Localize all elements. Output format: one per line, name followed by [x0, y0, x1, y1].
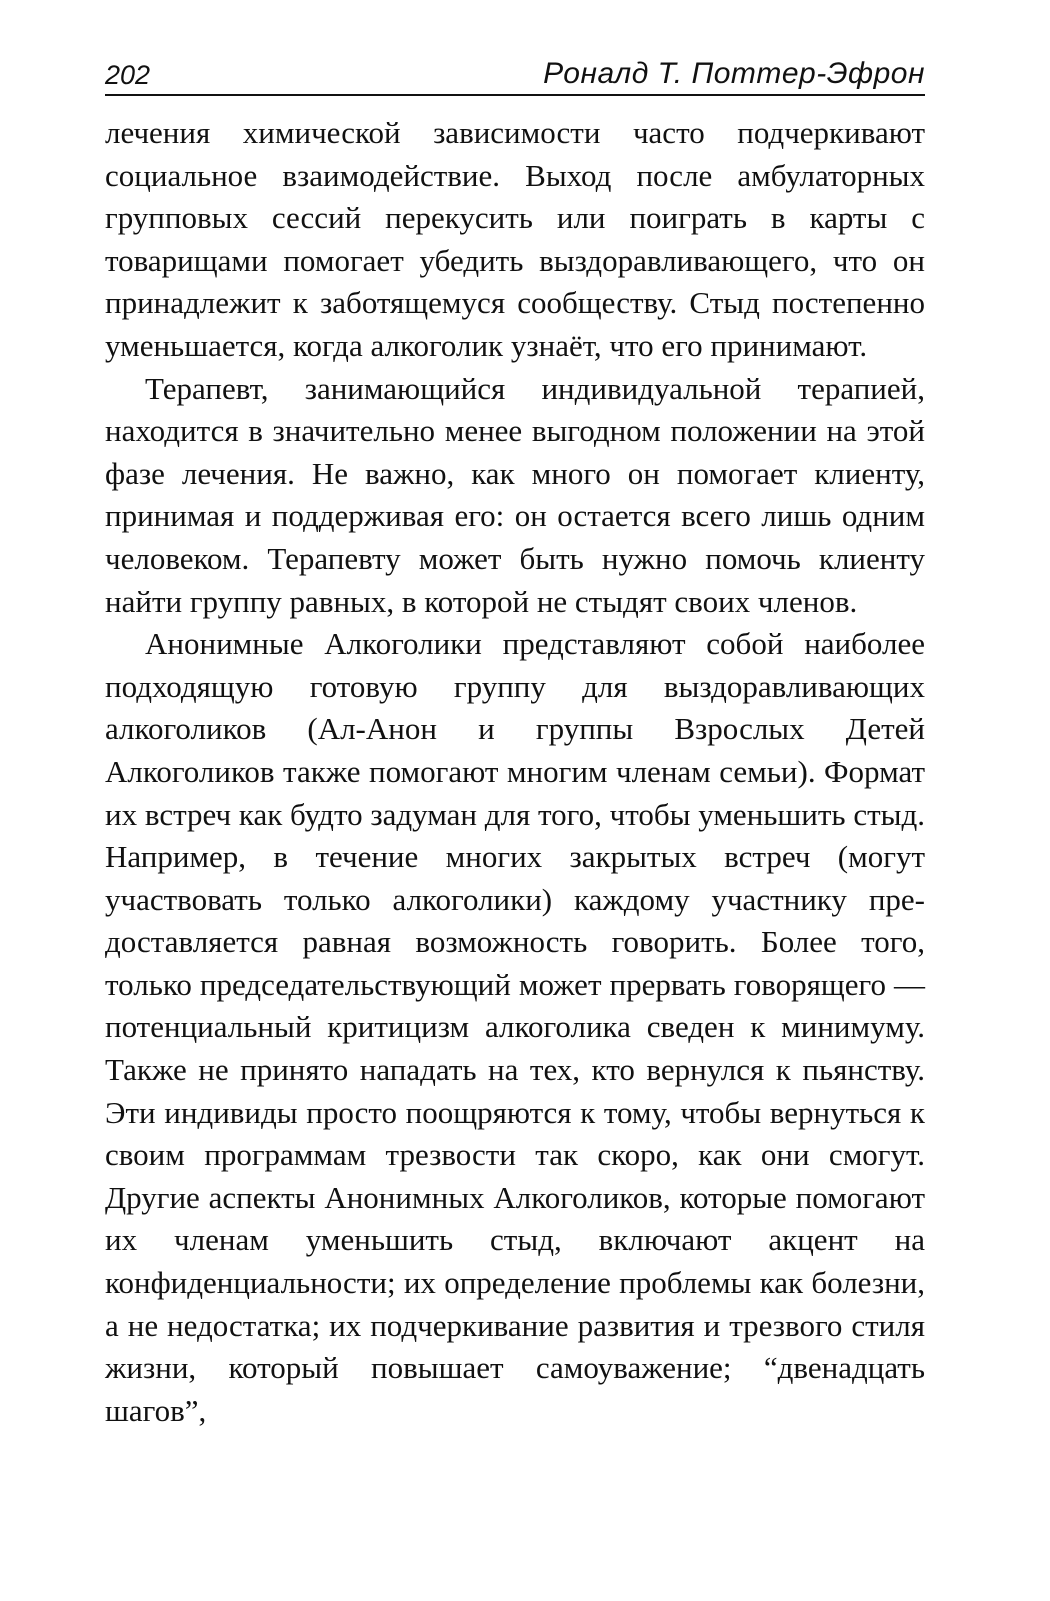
running-header: [105, 50, 925, 96]
paragraph-2: Терапевт, занимающийся индивидуальной терапией, находится в значительно менее выгодном положении на этой фазе лечения. Не важно, как много он помогает клиенту, принимая и поддерживая его: он остается всего лишь одним человеком. Терапевту может быть нужно помочь клиенту найти группу равных, в которой не стыдят своих членов.: [105, 370, 925, 619]
body-text: [105, 112, 925, 1432]
book-page: [105, 50, 925, 1432]
page-number: 202: [105, 60, 151, 90]
running-header-author: Роналд Т. Поттер-Эфрон: [543, 57, 925, 90]
paragraph-3: Анонимные Алкоголики представляют собой наиболее подходящую готовую группу для выздоравливающих алкоголиков (Ал-Анон и группы Взрослых Детей Алкоголиков также помогают многим членам семьи). Формат их встреч как будто задуман для того, чтобы уменьшить стыд. Например, в течение многих закрытых встреч (могут участвовать только алкоголики) каждому участнику предоставляется равная возможность говорить. Более того, только председательствующий может прервать говорящего — потенциальный критицизм алкоголика сведен к минимуму. Также не принято нападать на тех, кто вернулся к пьянству. Эти индивиды просто поощряются к тому, чтобы вернуться к своим программам трезвости так скоро, как они смогут. Другие аспекты Анонимных Алкоголиков, которые помогают их членам уменьшить стыд, включают акцент на конфиденциальности; их определение проблемы как болезни, а не недостатка; их подчеркивание развития и трезвого стиля жизни, который повышает самоуважение; “двенадцать шагов”,: [105, 626, 925, 1428]
paragraph-1: лечения химической зависимости часто подчеркивают социальное взаимодействие. Выход после амбулаторных групповых сессий перекусить или поиграть в карты с товарищами помогает убедить выздоравливающего, что он принадлежит к заботящемуся сообществу. Стыд постепенно уменьшается, когда алкоголик узнаёт, что его принимают.: [105, 115, 925, 363]
